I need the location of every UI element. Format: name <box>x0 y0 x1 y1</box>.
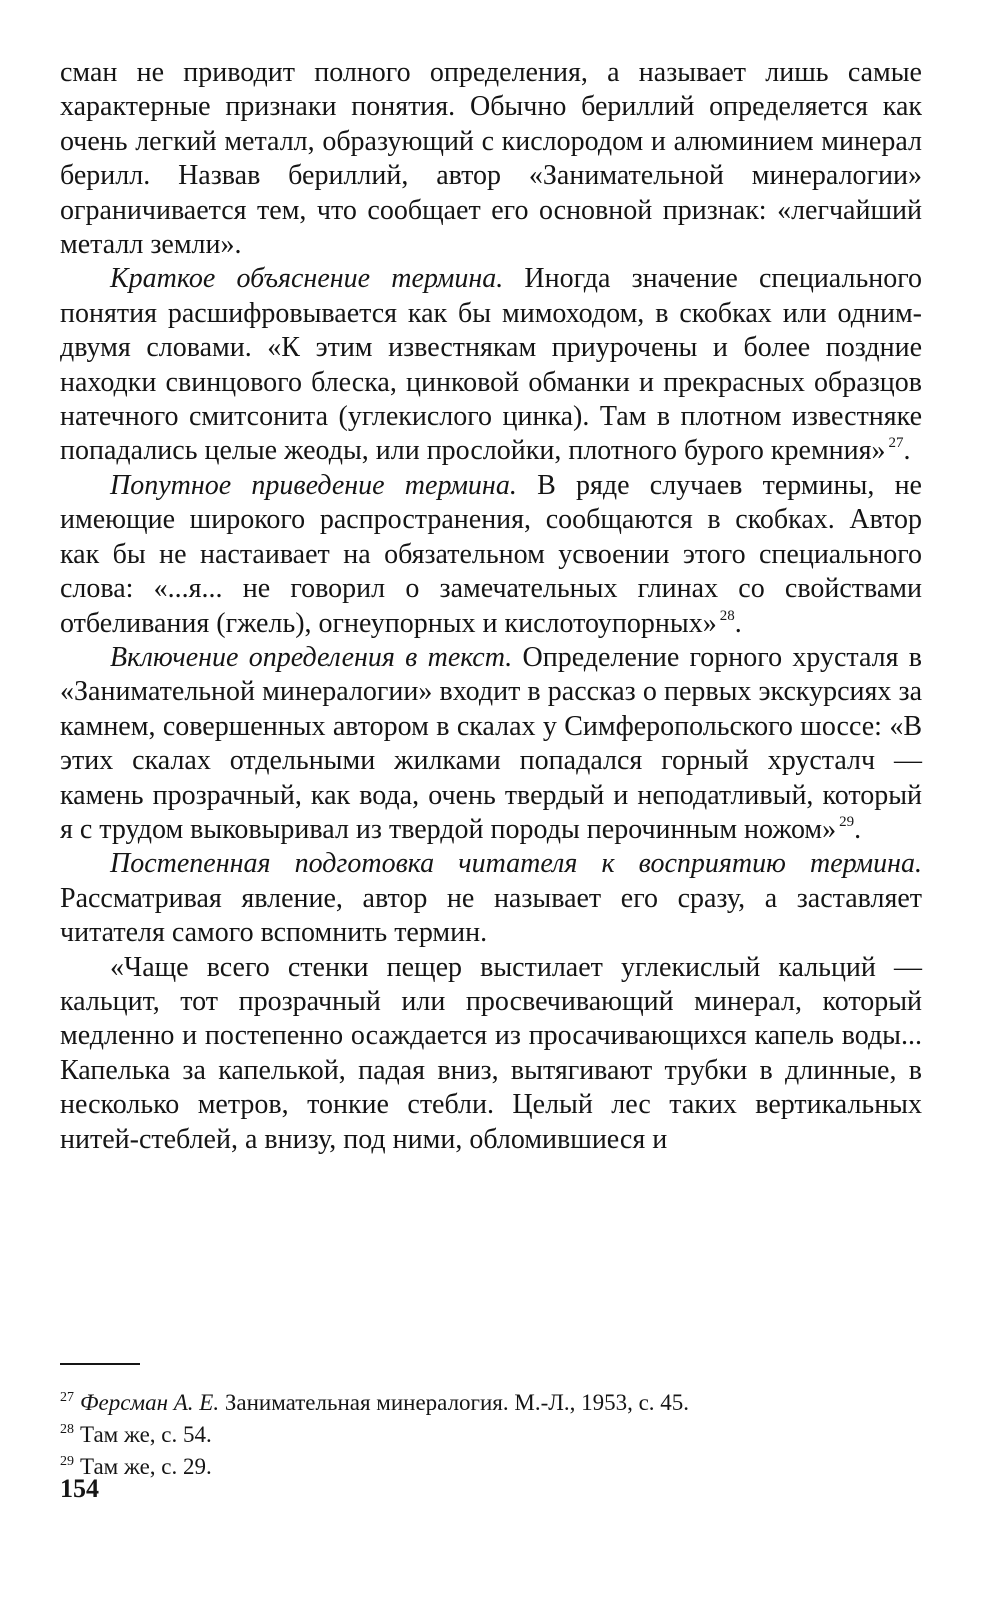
footnote-divider <box>60 1363 140 1365</box>
body-text <box>60 56 922 1157</box>
paragraph-gradual-preparation <box>60 847 922 950</box>
paragraph-text: сман не приводит полного определения, а называет лишь самые характерные признаки понятия. Обычно бериллий определяется как очень легкий металл, образующий с кислородом и алюминием минерал берилл. Назвав бериллий, автор «Занимательной минералогии» ограничивается тем, что сообщает его основной признак: «легчайший металл земли». <box>60 57 922 261</box>
footnote-text: Там же, с. 29. <box>80 1454 212 1479</box>
paragraph-tail: . <box>734 607 742 639</box>
footnotes <box>60 1384 922 1480</box>
paragraph-text: Рассматривая явление, автор не называет его сразу, а заставляет читателя самого вспомнить термин. <box>60 882 922 949</box>
footnote-27 <box>60 1384 922 1416</box>
paragraph-text: Определение горного хрусталя в «Занимательной минералогии» входит в рассказ о первых экскурсиях за камнем, совершенных автором в скалах у Симферопольского шоссе: «В этих скалах отдельными жилками попадался горный хрусталч — камень прозрачный, как вода, очень твердый и неподатливый, который я с трудом выковыривал из твердой породы перочинным ножом» <box>60 641 922 845</box>
paragraph-continuation <box>60 56 922 262</box>
paragraph-definition-in-text <box>60 641 922 847</box>
footnote-ref: 29 <box>839 813 855 830</box>
paragraph-text: «Чаще всего стенки пещер выстилает углекислый кальций — кальцит, тот прозрачный или просвечивающий минерал, который медленно и постепенно осаждается из просачивающихся капель воды... Капелька за капелькой, падая вниз, вытягивают трубки в длинные, в несколько метров, тонкие стебли. Целый лес таких вертикальных нитей-стеблей, а внизу, под ними, обломившиеся и <box>60 951 922 1155</box>
paragraph-lead: Включение определения в текст. <box>110 641 513 673</box>
footnote-number: 29 <box>60 1454 74 1469</box>
paragraph-text: Иногда значение специального понятия расшифровывается как бы мимоходом, в скобках или одним-двумя словами. «К этим известнякам приурочены и более поздние находки свинцового блеска, цинковой обманки и прекрасных образцов натечного смитсонита (углекислого цинка). Там в плотном известняке попадались целые жеоды, или прослойки, плотного бурого кремния» <box>60 263 922 467</box>
paragraph-quote <box>60 951 922 1157</box>
paragraph-tail: . <box>903 435 911 467</box>
footnote-author: Ферсман А. Е. <box>80 1390 220 1415</box>
footnote-number: 28 <box>60 1422 74 1437</box>
footnote-ref: 27 <box>888 435 904 452</box>
paragraph-brief-explanation <box>60 262 922 468</box>
paragraph-text: В ряде случаев термины, не имеющие широкого распространения, сообщаются в скобках. Автор как бы не настаивает на обязательном усвоении этого специального слова: «...я... не говорил о замечательных глинах со свойствами отбеливания (гжель), огнеупорных и кислотоупорных» <box>60 469 922 639</box>
paragraph-tail: . <box>854 813 862 845</box>
footnote-text: Занимательная минералогия. М.-Л., 1953, с. 45. <box>219 1390 690 1415</box>
page-number: 154 <box>60 1474 99 1503</box>
paragraph-incidental-term <box>60 469 922 641</box>
paragraph-lead: Попутное приведение термина. <box>110 469 517 501</box>
paragraph-lead: Краткое объяснение термина. <box>110 263 504 295</box>
footnote-ref: 28 <box>719 607 735 624</box>
footnote-number: 27 <box>60 1390 74 1405</box>
footnote-28 <box>60 1416 922 1448</box>
footnote-text: Там же, с. 54. <box>80 1422 212 1447</box>
footnote-29 <box>60 1448 922 1480</box>
paragraph-lead: Постепенная подготовка читателя к восприятию термина. <box>110 848 922 880</box>
